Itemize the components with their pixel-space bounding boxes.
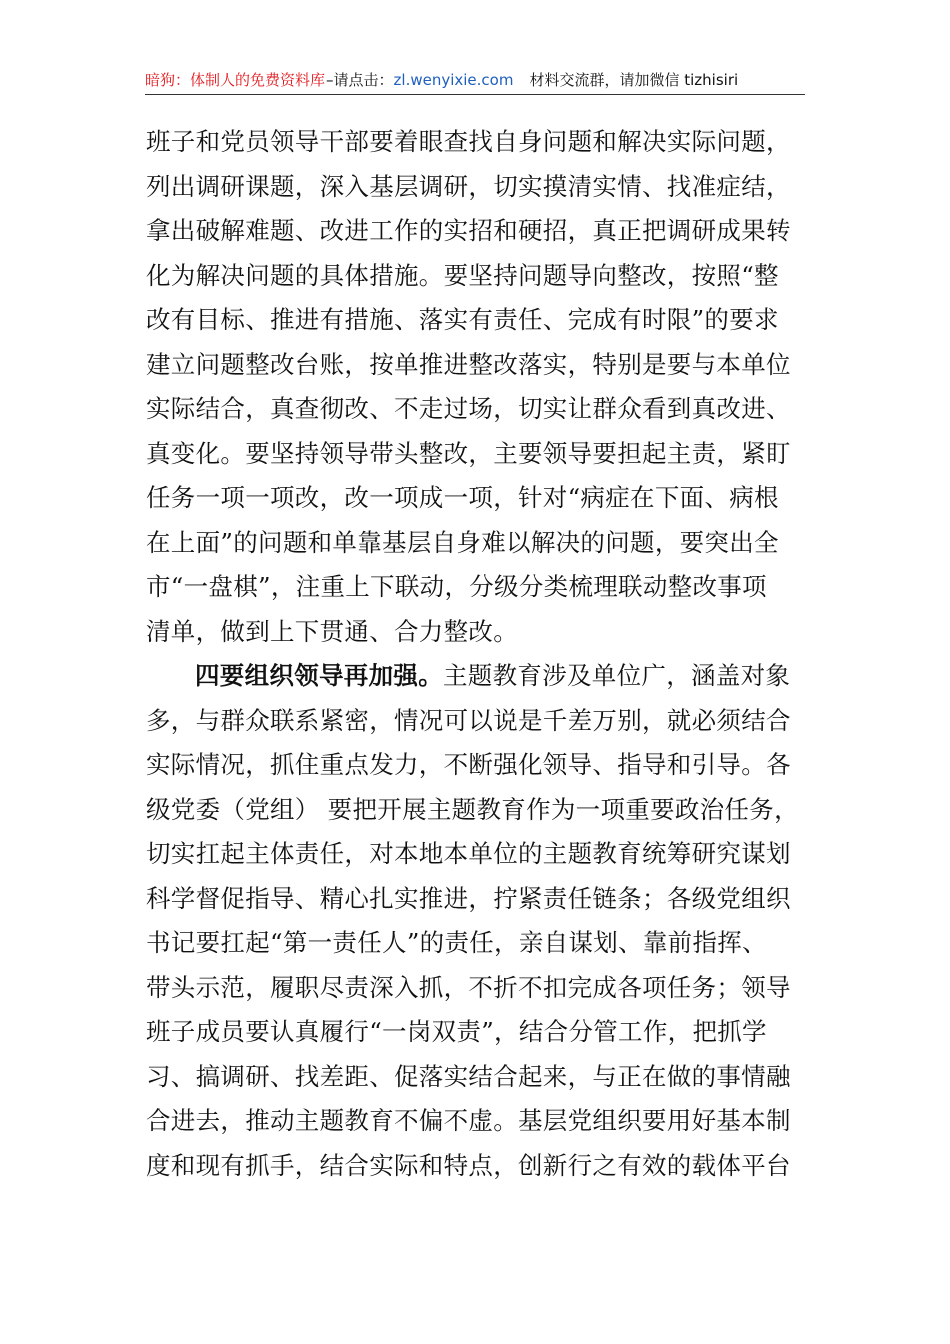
header-group-info: 材料交流群，请加微信 tizhisiri bbox=[529, 71, 739, 89]
text-line: 级党委（党组） 要把开展主题教育作为一项重要政治任务， bbox=[146, 794, 799, 824]
text-line: 实际结合，真查彻改、不走过场，切实让群众看到真改进、 bbox=[146, 394, 791, 423]
text-line: 改有目标、推进有措施、落实有责任、完成有时限”的要求 bbox=[146, 305, 779, 334]
text-line: 合进去，推动主题教育不偏不虚。基层党组织要用好基本制 bbox=[146, 1106, 791, 1135]
text-line: 真变化。要坚持领导带头整改，主要领导要担起主责，紧盯 bbox=[146, 438, 791, 468]
text-line: 清单，做到上下贯通、合力整改。 bbox=[146, 616, 518, 646]
text-line: 实际情况，抓住重点发力，不断强化领导、指导和引导。各 bbox=[146, 750, 791, 779]
header-brand: 暗狗：体制人的免费资料库 bbox=[145, 71, 326, 89]
paragraph-leadership bbox=[146, 654, 810, 1188]
section-heading: 四要组织领导再加强。 bbox=[195, 661, 443, 690]
text-line: 切实扛起主体责任，对本地本单位的主题教育统筹研究谋划 bbox=[146, 839, 791, 868]
text-line: 在上面”的问题和单靠基层自身难以解决的问题，要突出全 bbox=[146, 527, 779, 557]
paragraph-rectification bbox=[146, 120, 810, 654]
text-line: 班子成员要认真履行“一岗双责”，结合分管工作，把抓学 bbox=[146, 1017, 767, 1046]
text-line: 列出调研课题，深入基层调研，切实摸清实情、找准症结， bbox=[146, 171, 791, 201]
text-line: 拿出破解难题、改进工作的实招和硬招，真正把调研成果转 bbox=[146, 216, 791, 245]
text-line: 建立问题整改台账，按单推进整改落实，特别是要与本单位 bbox=[146, 349, 791, 379]
text-line bbox=[146, 654, 810, 699]
page-header bbox=[145, 70, 805, 95]
text-line: 班子和党员领导干部要着眼查找自身问题和解决实际问题， bbox=[146, 127, 791, 156]
text-line: 带头示范，履职尽责深入抓，不折不扣完成各项任务；领导 bbox=[146, 972, 791, 1002]
text-run: 主题教育涉及单位广，涵盖对象 bbox=[443, 661, 791, 690]
text-line: 习、搞调研、找差距、促落实结合起来，与正在做的事情融 bbox=[146, 1061, 791, 1091]
text-line: 化为解决问题的具体措施。要坚持问题导向整改，按照“整 bbox=[146, 260, 779, 290]
text-line: 书记要扛起“第一责任人”的责任，亲自谋划、靠前指挥、 bbox=[146, 928, 767, 957]
header-prompt: –请点击： bbox=[326, 71, 394, 89]
text-line: 多，与群众联系紧密，情况可以说是千差万别，就必须结合 bbox=[146, 705, 791, 735]
text-line: 市“一盘棋”，注重上下联动，分级分类梳理联动整改事项 bbox=[146, 572, 767, 601]
header-url-link[interactable]: zl.wenyixie.com bbox=[393, 71, 514, 89]
document-body bbox=[146, 120, 810, 1188]
text-line: 任务一项一项改，改一项成一项，针对“病症在下面、病根 bbox=[146, 483, 779, 512]
text-line: 科学督促指导、精心扎实推进，拧紧责任链条；各级党组织 bbox=[146, 883, 791, 913]
text-line: 度和现有抓手，结合实际和特点，创新行之有效的载体平台 bbox=[146, 1150, 791, 1180]
